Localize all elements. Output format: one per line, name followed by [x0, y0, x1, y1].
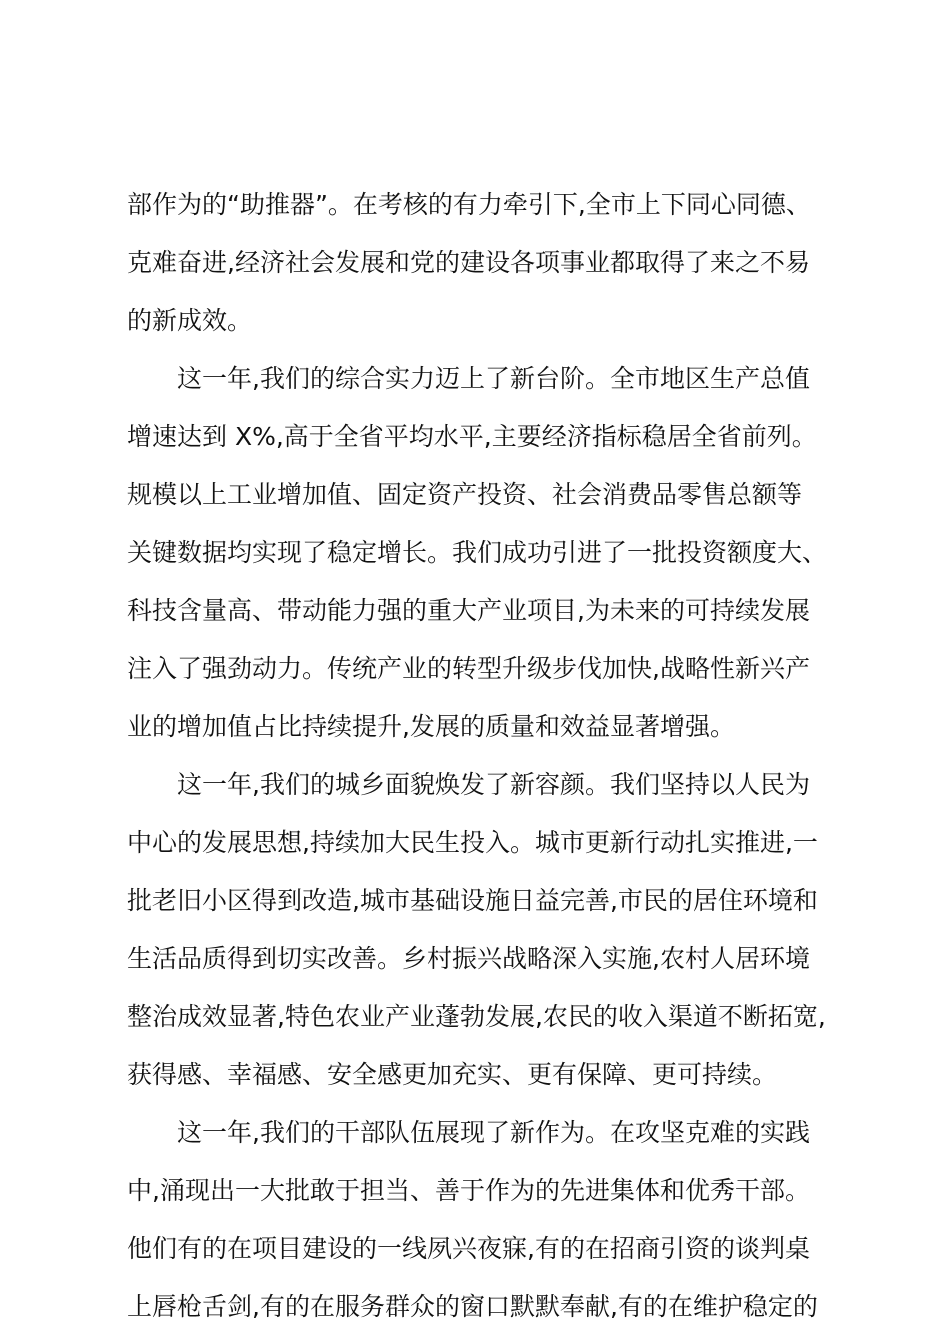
text-line: 中心的发展思想,持续加大民生投入。城市更新行动扎实推进,一: [127, 828, 818, 857]
paragraph-first-line: 这一年,我们的城乡面貌焕发了新容颜。我们坚持以人民为: [177, 770, 810, 799]
paragraph-first-line: 这一年,我们的综合实力迈上了新台阶。全市地区生产总值: [177, 364, 810, 393]
text-line: 科技含量高、带动能力强的重大产业项目,为未来的可持续发展: [127, 596, 810, 625]
text-line: 增速达到 X%,高于全省平均水平,主要经济指标稳居全省前列。: [127, 422, 817, 451]
text-line: 整治成效显著,特色农业产业蓬勃发展,农民的收入渠道不断拓宽,: [127, 1002, 826, 1031]
text-line: 上唇枪舌剑,有的在服务群众的窗口默默奉献,有的在维护稳定的: [127, 1292, 818, 1321]
text-line: 部作为的“助推器”。在考核的有力牵引下,全市上下同心同德、: [127, 190, 811, 219]
text-line: 获得感、幸福感、安全感更加充实、更有保障、更可持续。: [127, 1060, 778, 1089]
text-line: 克难奋进,经济社会发展和党的建设各项事业都取得了来之不易: [127, 248, 810, 277]
text-line: 的新成效。: [127, 306, 253, 335]
text-line: 规模以上工业增加值、固定资产投资、社会消费品零售总额等: [127, 480, 803, 509]
text-line: 注入了强劲动力。传统产业的转型升级步伐加快,战略性新兴产: [127, 654, 810, 683]
text-line: 生活品质得到切实改善。乡村振兴战略深入实施,农村人居环境: [127, 944, 810, 973]
text-line: 中,涌现出一大批敢于担当、善于作为的先进集体和优秀干部。: [127, 1176, 810, 1205]
text-line: 批老旧小区得到改造,城市基础设施日益完善,市民的居住环境和: [127, 886, 818, 915]
body-text: [127, 182, 837, 1342]
text-line: 关键数据均实现了稳定增长。我们成功引进了一批投资额度大、: [127, 538, 828, 567]
text-line: 他们有的在项目建设的一线夙兴夜寐,有的在招商引资的谈判桌: [127, 1234, 810, 1263]
paragraph-first-line: 这一年,我们的干部队伍展现了新作为。在攻坚克难的实践: [177, 1118, 810, 1147]
text-line: 业的增加值占比持续提升,发展的质量和效益显著增强。: [127, 712, 735, 741]
